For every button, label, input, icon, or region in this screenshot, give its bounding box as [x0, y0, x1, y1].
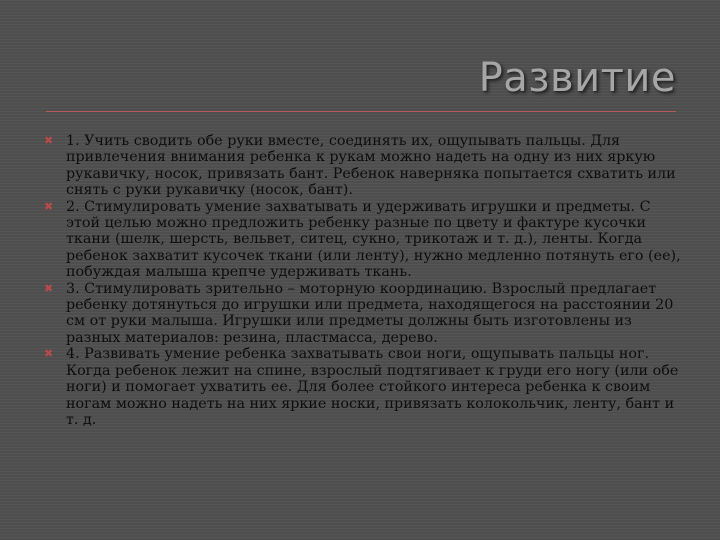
list-item [44, 133, 684, 199]
title-divider [46, 111, 676, 112]
list-item-text: 4. Развивать умение ребенка захватывать свои ноги, ощупывать пальцы ног. Когда ребенок лежит на спине, взрослый подтягивает к груди его ногу (или обе ноги) и помогает ухватить ее. Для более стойкого интереса ребенка к своим ногам можно надеть на них яркие носки, привязать колокольчик, ленту, бант и т. д. [66, 346, 679, 428]
bullet-list [44, 133, 684, 428]
slide-title: Развитие [478, 55, 676, 101]
x-bullet-icon: ✖ [44, 134, 54, 147]
list-item [44, 346, 684, 428]
x-bullet-icon: ✖ [44, 281, 54, 295]
x-bullet-icon: ✖ [44, 199, 54, 213]
x-bullet-icon: ✖ [44, 347, 54, 361]
list-item [44, 199, 684, 281]
list-item-text: 2. Стимулировать умение захватывать и удерживать игрушки и предметы. С этой целью можно предложить ребенку разные по цвету и фактуре кусочки ткани (шелк, шерсть, вельвет, ситец, сукно, трикотаж и т. д.), ленты. Когда ребенок захватит кусочек ткани (или ленту), нужно медленно потянуть его (ее), побуждая малыша крепче удерживать ткань. [66, 198, 681, 281]
list-item-text: 3. Стимулировать зрительно – моторную координацию. Взрослый предлагает ребенку дотянуться до игрушки или предмета, находящегося на расстоянии 20 см от руки малыша. Игрушки или предметы должны быть изготовлены из разных материалов: резина, пластмасса, дерево. [66, 280, 674, 346]
list-item-text: 1. Учить сводить обе руки вместе, соединять их, ощупывать пальцы. Для привлечения внимания ребенка к рукам можно надеть на одну из них яркую рукавичку, носок, привязать бант. Ребенок наверняка попытается схватить или снять с руки рукавичку (носок, бант). [66, 133, 676, 199]
list-item [44, 281, 684, 347]
